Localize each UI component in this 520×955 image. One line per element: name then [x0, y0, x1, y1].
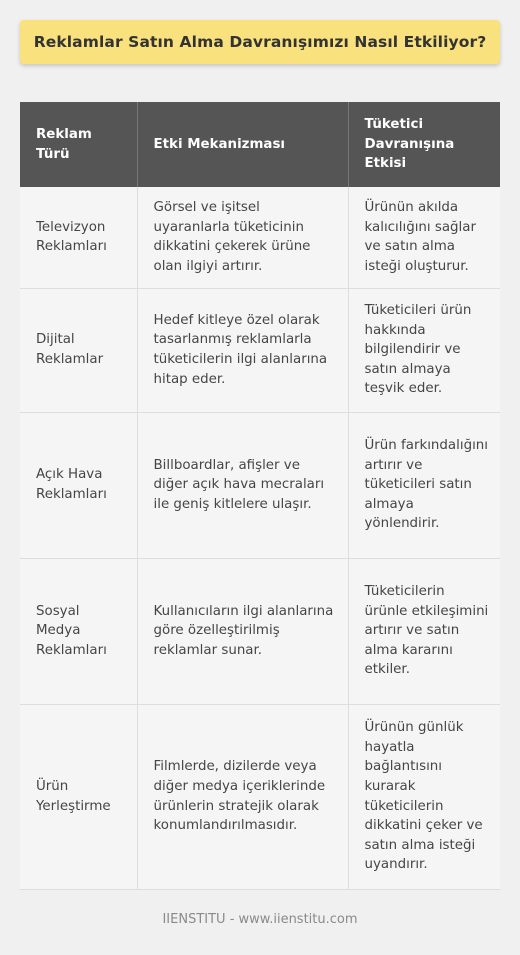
table-row [20, 187, 500, 288]
footer-credit: IIENSTITU - www.iienstitu.com [162, 912, 358, 927]
table-row [20, 412, 500, 558]
table-row [20, 704, 500, 889]
header-consumer-effect: Tüketici Davranışına Etkisi [348, 102, 500, 187]
cell-consumer-effect: Tüketicilerin ürünle etkileşimini artırır ve satın alma kararını etkiler. [348, 558, 500, 704]
cell-consumer-effect: Ürünün günlük hayatla bağlantısını kurarak tüketicilerin dikkatini çeker ve satın alma isteği uyandırır. [348, 704, 500, 889]
cell-ad-type: Dijital Reklamlar [20, 288, 137, 412]
cell-ad-type: Televizyon Reklamları [20, 187, 137, 288]
header-mechanism: Etki Mekanizması [137, 102, 348, 187]
cell-mechanism: Filmlerde, dizilerde veya diğer medya içeriklerinde ürünlerin stratejik olarak konumlandırılmasıdır. [137, 704, 348, 889]
cell-mechanism: Kullanıcıların ilgi alanlarına göre özelleştirilmiş reklamlar sunar. [137, 558, 348, 704]
cell-ad-type: Açık Hava Reklamları [20, 412, 137, 558]
cell-ad-type: Sosyal Medya Reklamları [20, 558, 137, 704]
cell-consumer-effect: Ürün farkındalığını artırır ve tüketicileri satın almaya yönlendirir. [348, 412, 500, 558]
cell-mechanism: Billboardlar, afişler ve diğer açık hava mecraları ile geniş kitlelere ulaşır. [137, 412, 348, 558]
cell-consumer-effect: Tüketicileri ürün hakkında bilgilendirir ve satın almaya teşvik eder. [348, 288, 500, 412]
cell-mechanism: Hedef kitleye özel olarak tasarlanmış reklamlarla tüketicilerin ilgi alanlarına hitap eder. [137, 288, 348, 412]
table-row [20, 288, 500, 412]
cell-ad-type: Ürün Yerleştirme [20, 704, 137, 889]
table-header-row [20, 102, 500, 187]
title-banner [20, 20, 500, 64]
page-title: Reklamlar Satın Alma Davranışımızı Nasıl Etkiliyor? [33, 33, 487, 51]
cell-mechanism: Görsel ve işitsel uyaranlarla tüketicinin dikkatini çekerek ürüne olan ilgiyi artırır. [137, 187, 348, 288]
header-ad-type: Reklam Türü [20, 102, 137, 187]
cell-consumer-effect: Ürünün akılda kalıcılığını sağlar ve satın alma isteği oluşturur. [348, 187, 500, 288]
table-row [20, 558, 500, 704]
advertising-effects-table [20, 102, 500, 890]
